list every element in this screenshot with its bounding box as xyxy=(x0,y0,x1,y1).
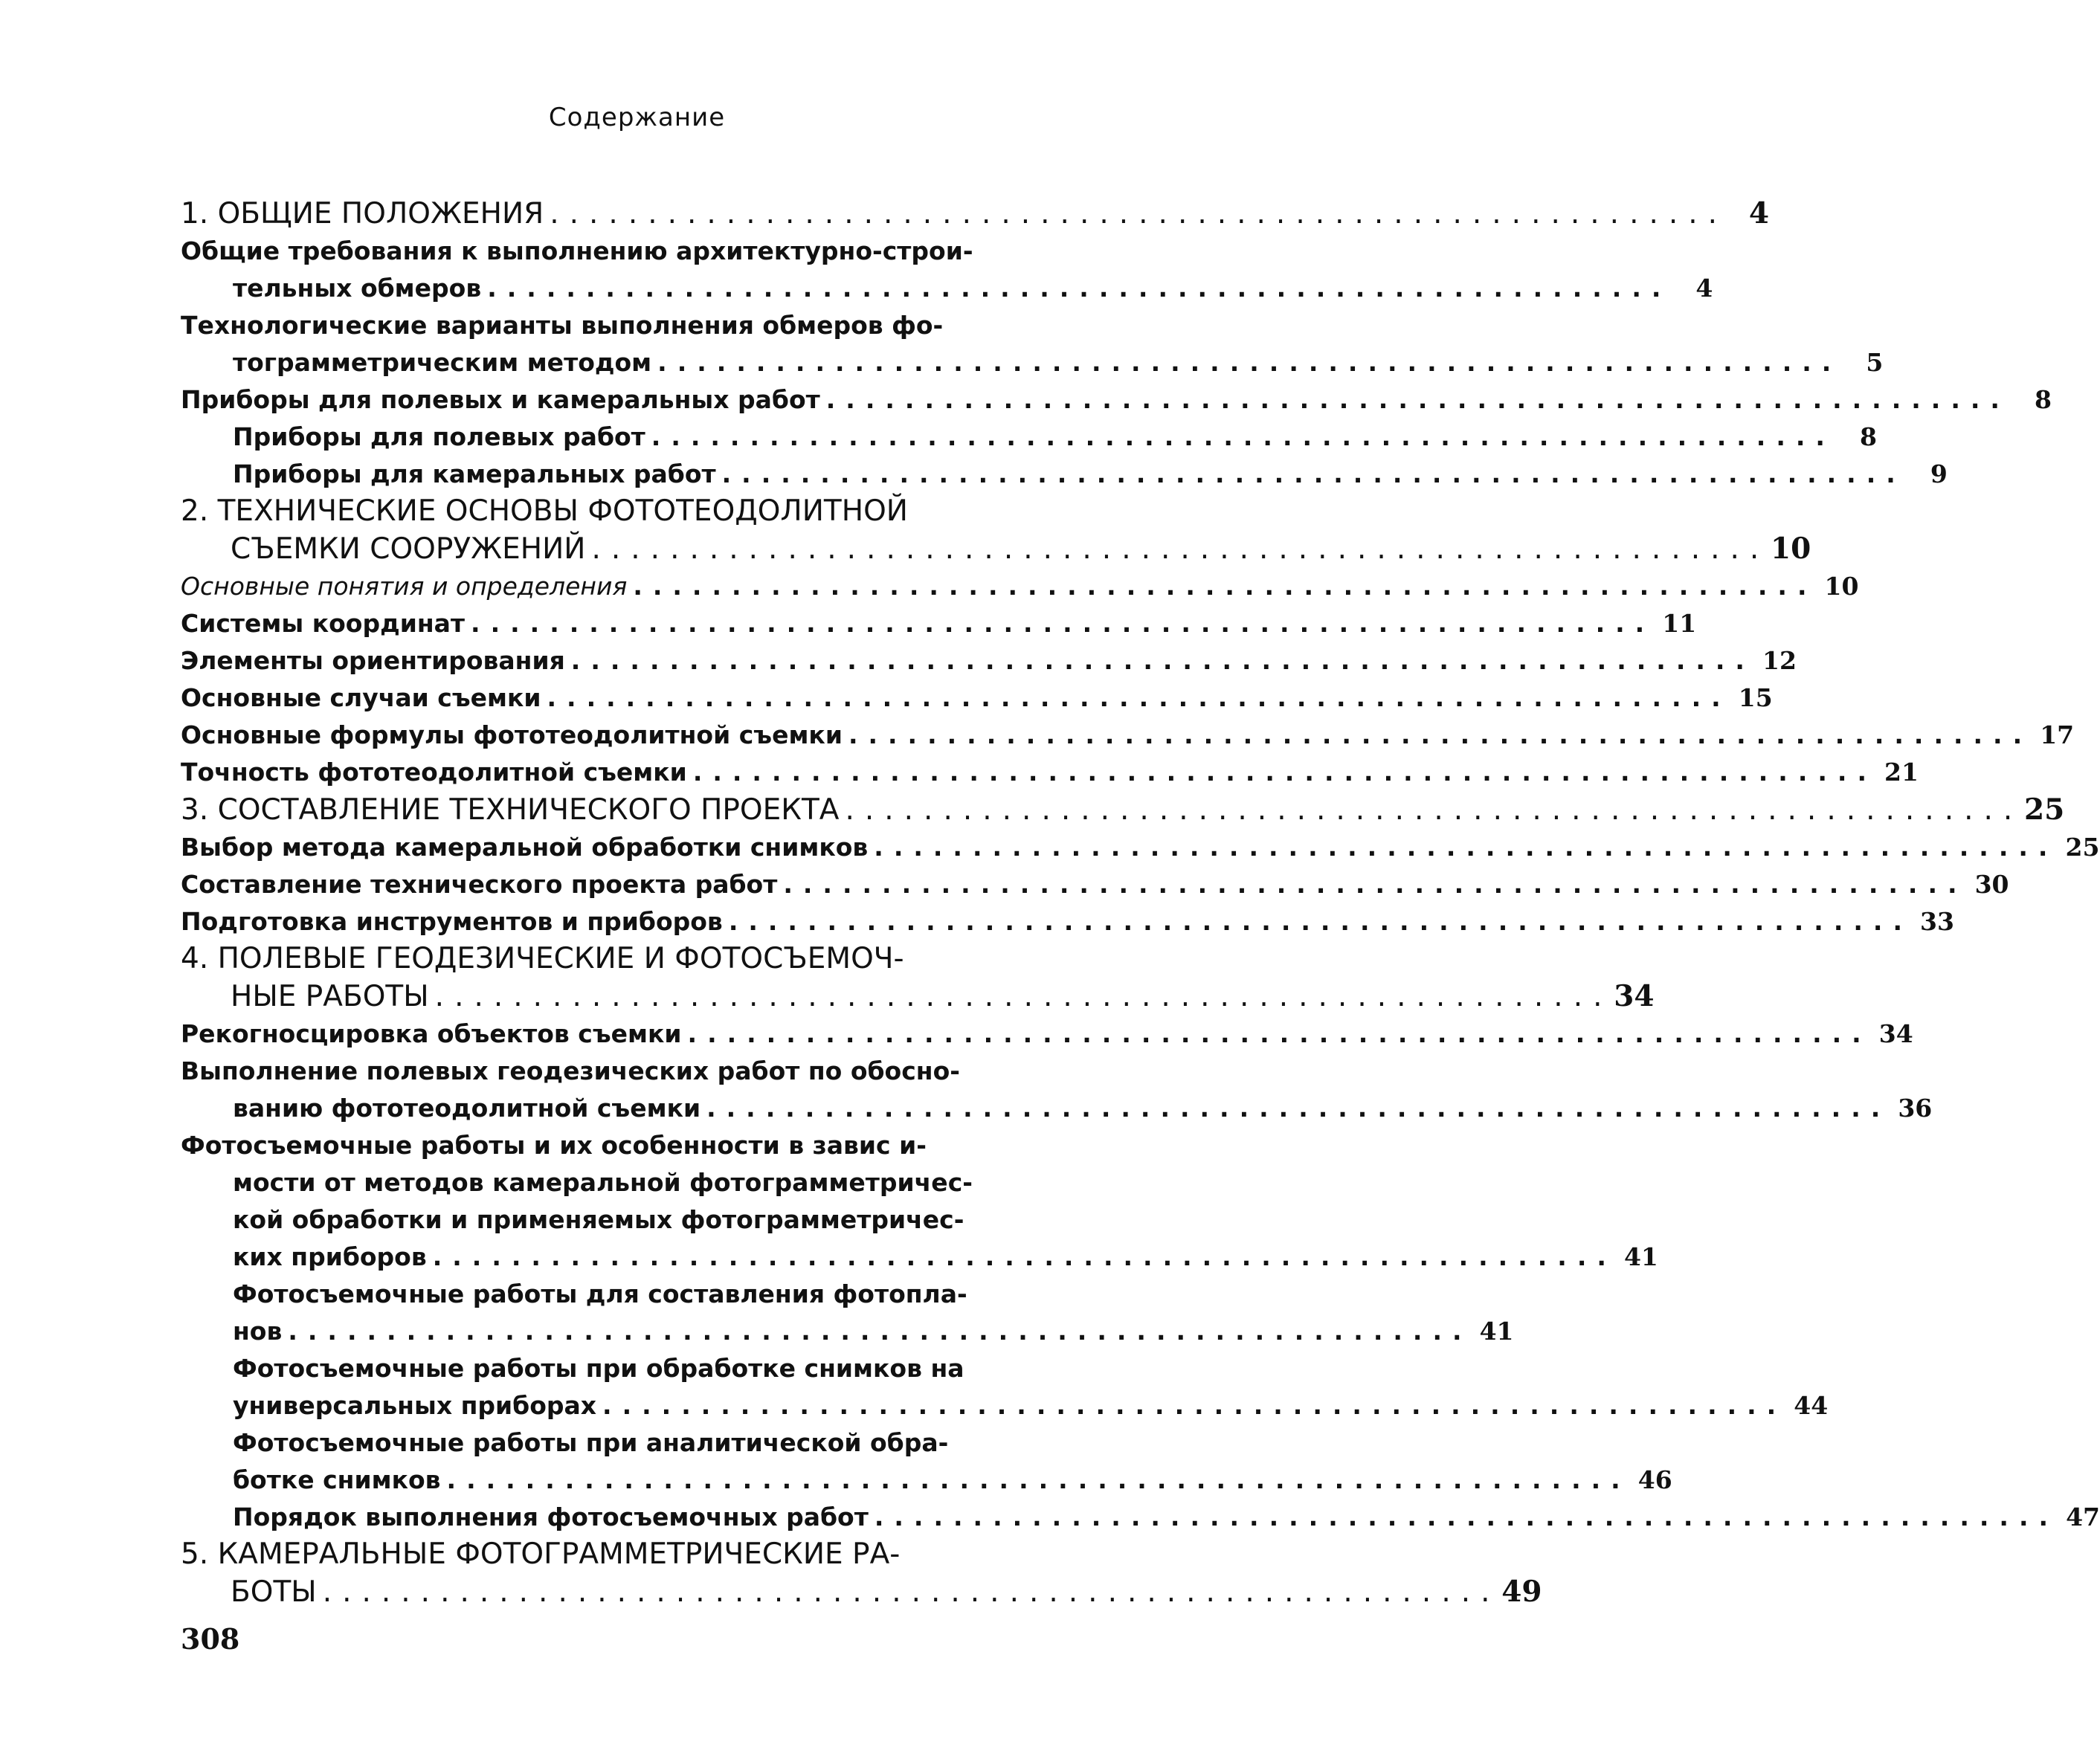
toc-page-number: 21 xyxy=(1884,758,1919,787)
toc-page-number: 15 xyxy=(1738,683,1773,712)
leader-dots: ............................................................ xyxy=(874,1502,2059,1531)
page-number: 308 xyxy=(181,1622,240,1656)
toc-entry-line xyxy=(233,1462,1672,1499)
toc-page-number: 33 xyxy=(1920,907,1954,936)
leader-dots: ............................................................ xyxy=(432,1242,1617,1271)
toc-entry-line xyxy=(233,1350,1097,1387)
toc-page-number: 49 xyxy=(1501,1575,1542,1609)
toc-entry-line xyxy=(181,829,2100,866)
toc-entry-text: нов xyxy=(233,1317,283,1346)
toc-page-number: 41 xyxy=(1623,1242,1658,1271)
toc-entry-line xyxy=(181,344,1884,381)
leader-dots: ............................................................ xyxy=(550,197,1728,230)
toc-entry-line xyxy=(181,1164,1097,1201)
leader-dots: ............................................................ xyxy=(471,609,1655,638)
toc-entry-text: Элементы ориентирования xyxy=(181,646,565,675)
leader-dots: ............................................................ xyxy=(602,1391,1787,1420)
toc-entry-line xyxy=(181,307,1097,344)
toc-entry-line xyxy=(233,1387,1829,1424)
toc-entry-text: тограмметрическим методом xyxy=(233,348,652,377)
toc-page-number: 4 xyxy=(1695,274,1713,303)
toc-entry-line xyxy=(181,1016,1913,1053)
toc-entry xyxy=(181,680,1773,717)
toc-page-number: 10 xyxy=(1824,572,1859,601)
toc-entry-text: мости от методов камеральной фотограмметричес- xyxy=(233,1168,973,1197)
toc-page-number: 46 xyxy=(1637,1465,1672,1494)
toc-entry-line xyxy=(181,195,1770,233)
toc-page-number: 5 xyxy=(1866,348,1884,377)
leader-dots: ............................................................ xyxy=(547,683,1731,712)
toc-entry-text: Технологические варианты выполнения обмеров фо- xyxy=(181,311,944,340)
toc-page-number: 44 xyxy=(1794,1391,1829,1420)
toc-entry-line xyxy=(181,568,1859,605)
toc-entry xyxy=(181,1276,1514,1350)
leader-dots: ............................................................ xyxy=(487,274,1672,303)
toc-entry xyxy=(181,456,1948,493)
toc-entry-text: Основные случаи съемки xyxy=(181,683,541,712)
toc-entry xyxy=(181,1016,1913,1053)
toc-entry-text: Общие требования к выполнению архитектурно-строи- xyxy=(181,236,973,265)
leader-dots: ............................................................ xyxy=(434,980,1613,1013)
toc-entry-line xyxy=(181,717,2075,754)
toc-entry-line xyxy=(181,1201,1097,1239)
leader-dots: ............................................................ xyxy=(633,572,1817,601)
toc-section-entry xyxy=(181,493,1811,568)
toc-entry-line xyxy=(233,1313,1514,1350)
toc-entry xyxy=(181,642,1797,680)
toc-entry xyxy=(181,307,1884,381)
toc-entry-text: БОТЫ xyxy=(231,1575,317,1609)
toc-entry-text: 4. ПОЛЕВЫЕ ГЕОДЕЗИЧЕСКИЕ И ФОТОСЪЕМОЧ- xyxy=(181,942,904,975)
toc-entry-text: Выбор метода камеральной обработки снимков xyxy=(181,833,869,862)
toc-entry-text: Составление технического проекта работ xyxy=(181,870,778,899)
toc-entry-text: Приборы для полевых работ xyxy=(233,422,645,451)
toc-page-number: 30 xyxy=(1974,870,2009,899)
toc-page-number: 25 xyxy=(2024,793,2065,827)
toc-entry-line xyxy=(233,419,1877,456)
toc-page-number: 47 xyxy=(2066,1502,2100,1531)
toc-entry-text: ванию фототеодолитной съемки xyxy=(233,1094,701,1123)
leader-dots: ............................................................ xyxy=(288,1317,1472,1346)
toc-page-number: 4 xyxy=(1748,196,1770,230)
toc-entry xyxy=(181,1424,1672,1499)
toc-entry xyxy=(181,1127,1658,1276)
toc-entry-text: 5. КАМЕРАЛЬНЫЕ ФОТОГРАММЕТРИЧЕСКИЕ РА- xyxy=(181,1537,901,1571)
toc-entry-text: Системы координат xyxy=(181,609,466,638)
toc-entry-text: Рекогносцировка объектов съемки xyxy=(181,1019,682,1048)
toc-entry-text: Фотосъемочные работы и их особенности в завис и- xyxy=(181,1131,927,1160)
toc-entry-text: Основные понятия и определения xyxy=(181,572,628,601)
toc-entry-line xyxy=(181,1127,1097,1164)
toc-entry-line xyxy=(181,1239,1658,1276)
toc-section-entry xyxy=(181,1536,1542,1611)
toc-entry-text: ких приборов xyxy=(233,1242,427,1271)
toc-entry-line xyxy=(181,381,2052,419)
leader-dots: ............................................................ xyxy=(848,720,2033,749)
toc-entry-line xyxy=(181,680,1773,717)
leader-dots: ............................................................ xyxy=(845,793,2023,827)
toc-section-entry xyxy=(181,791,2065,829)
toc-entry-text: 1. ОБЩИЕ ПОЛОЖЕНИЯ xyxy=(181,197,544,230)
toc-page-number: 9 xyxy=(1930,459,1948,488)
table-of-contents xyxy=(181,195,2100,1611)
toc-entry-text: кой обработки и применяемых фотограмметричес- xyxy=(233,1205,964,1234)
toc-entry-text: Точность фототеодолитной съемки xyxy=(181,758,687,787)
toc-entry-text: Подготовка инструментов и приборов xyxy=(181,907,723,936)
toc-entry-line xyxy=(233,1499,2100,1536)
toc-entry-line xyxy=(181,642,1797,680)
toc-entry-line xyxy=(181,1536,1097,1573)
leader-dots: ............................................................ xyxy=(651,422,1835,451)
leader-dots: ............................................................ xyxy=(591,532,1770,566)
toc-entry xyxy=(181,381,2052,419)
toc-entry xyxy=(181,717,2075,754)
toc-page-number: 34 xyxy=(1614,979,1655,1013)
toc-page-number: 8 xyxy=(2034,385,2052,414)
toc-entry-line xyxy=(233,456,1948,493)
toc-entry xyxy=(181,829,2100,866)
toc-entry-text: Фотосъемочные работы при аналитической обра- xyxy=(233,1428,949,1457)
toc-page-number: 41 xyxy=(1479,1317,1514,1346)
toc-entry-text: Фотосъемочные работы при обработке снимков на xyxy=(233,1354,964,1383)
toc-entry xyxy=(181,605,1697,642)
toc-entry xyxy=(181,233,1713,307)
toc-entry-line xyxy=(181,754,1919,791)
leader-dots: ............................................................ xyxy=(728,907,1913,936)
toc-entry-text: 3. СОСТАВЛЕНИЕ ТЕХНИЧЕСКОГО ПРОЕКТА xyxy=(181,793,840,827)
toc-entry-line xyxy=(181,1573,1542,1611)
leader-dots: ............................................................ xyxy=(874,833,2058,862)
leader-dots: ............................................................ xyxy=(825,385,2010,414)
toc-entry-text: Выполнение полевых геодезических работ по обосно- xyxy=(181,1056,960,1085)
toc-entry-text: ботке снимков xyxy=(233,1465,441,1494)
toc-entry xyxy=(181,754,1919,791)
leader-dots: ............................................................ xyxy=(721,459,1906,488)
toc-entry-text: СЪЕМКИ СООРУЖЕНИЙ xyxy=(231,532,586,566)
toc-entry-text: Приборы для камеральных работ xyxy=(233,459,716,488)
leader-dots: ............................................................ xyxy=(446,1465,1631,1494)
toc-page-number: 17 xyxy=(2040,720,2075,749)
leader-dots: ............................................................ xyxy=(783,870,1968,899)
toc-entry-line xyxy=(181,866,2009,903)
toc-entry-text: Порядок выполнения фотосъемочных работ xyxy=(233,1502,869,1531)
toc-entry-line xyxy=(181,978,1655,1016)
toc-entry-line xyxy=(181,605,1697,642)
leader-dots: ............................................................ xyxy=(570,646,1755,675)
toc-section-entry xyxy=(181,940,1655,1016)
leader-dots: ............................................................ xyxy=(687,1019,1872,1048)
toc-entry-text: универсальных приборах xyxy=(233,1391,597,1420)
toc-entry-line xyxy=(181,493,1097,530)
toc-page-number: 12 xyxy=(1762,646,1797,675)
leader-dots: ............................................................ xyxy=(657,348,1842,377)
toc-entry xyxy=(181,1350,1829,1424)
leader-dots: ............................................................ xyxy=(706,1094,1891,1123)
toc-page-number: 34 xyxy=(1878,1019,1913,1048)
toc-entry-text: Фотосъемочные работы для составления фотопла- xyxy=(233,1279,967,1308)
toc-entry-text: 2. ТЕХНИЧЕСКИЕ ОСНОВЫ ФОТОТЕОДОЛИТНОЙ xyxy=(181,494,908,528)
toc-entry-line xyxy=(181,1090,1933,1127)
toc-entry-line xyxy=(181,1053,1097,1090)
toc-entry xyxy=(181,419,1877,456)
toc-entry xyxy=(181,1499,2100,1536)
toc-entry xyxy=(181,568,1859,605)
toc-entry-line xyxy=(181,530,1811,568)
toc-entry-line xyxy=(181,903,1954,940)
toc-page-number: 11 xyxy=(1662,609,1697,638)
toc-entry-text: Приборы для полевых и камеральных работ xyxy=(181,385,820,414)
toc-entry-line xyxy=(181,791,2065,829)
toc-entry-text: Основные формулы фототеодолитной съемки xyxy=(181,720,843,749)
toc-entry-line xyxy=(233,1276,1097,1313)
toc-entry xyxy=(181,866,2009,903)
toc-page-number: 36 xyxy=(1898,1094,1933,1123)
toc-entry-line xyxy=(181,270,1713,307)
toc-entry-line xyxy=(181,940,1097,978)
toc-page-number: 10 xyxy=(1771,532,1811,566)
leader-dots: ............................................................ xyxy=(692,758,1877,787)
toc-entry xyxy=(181,903,1954,940)
toc-entry-text: НЫЕ РАБОТЫ xyxy=(231,980,429,1013)
toc-entry-line xyxy=(181,233,1097,270)
toc-page-number: 25 xyxy=(2065,833,2100,862)
toc-entry-line xyxy=(233,1424,1097,1462)
toc-page-number: 8 xyxy=(1859,422,1877,451)
toc-entry xyxy=(181,1053,1933,1127)
toc-entry-text: тельных обмеров xyxy=(233,274,482,303)
leader-dots: ............................................................ xyxy=(322,1575,1501,1609)
page-title: Содержание xyxy=(548,103,726,132)
toc-section-entry xyxy=(181,195,1770,233)
